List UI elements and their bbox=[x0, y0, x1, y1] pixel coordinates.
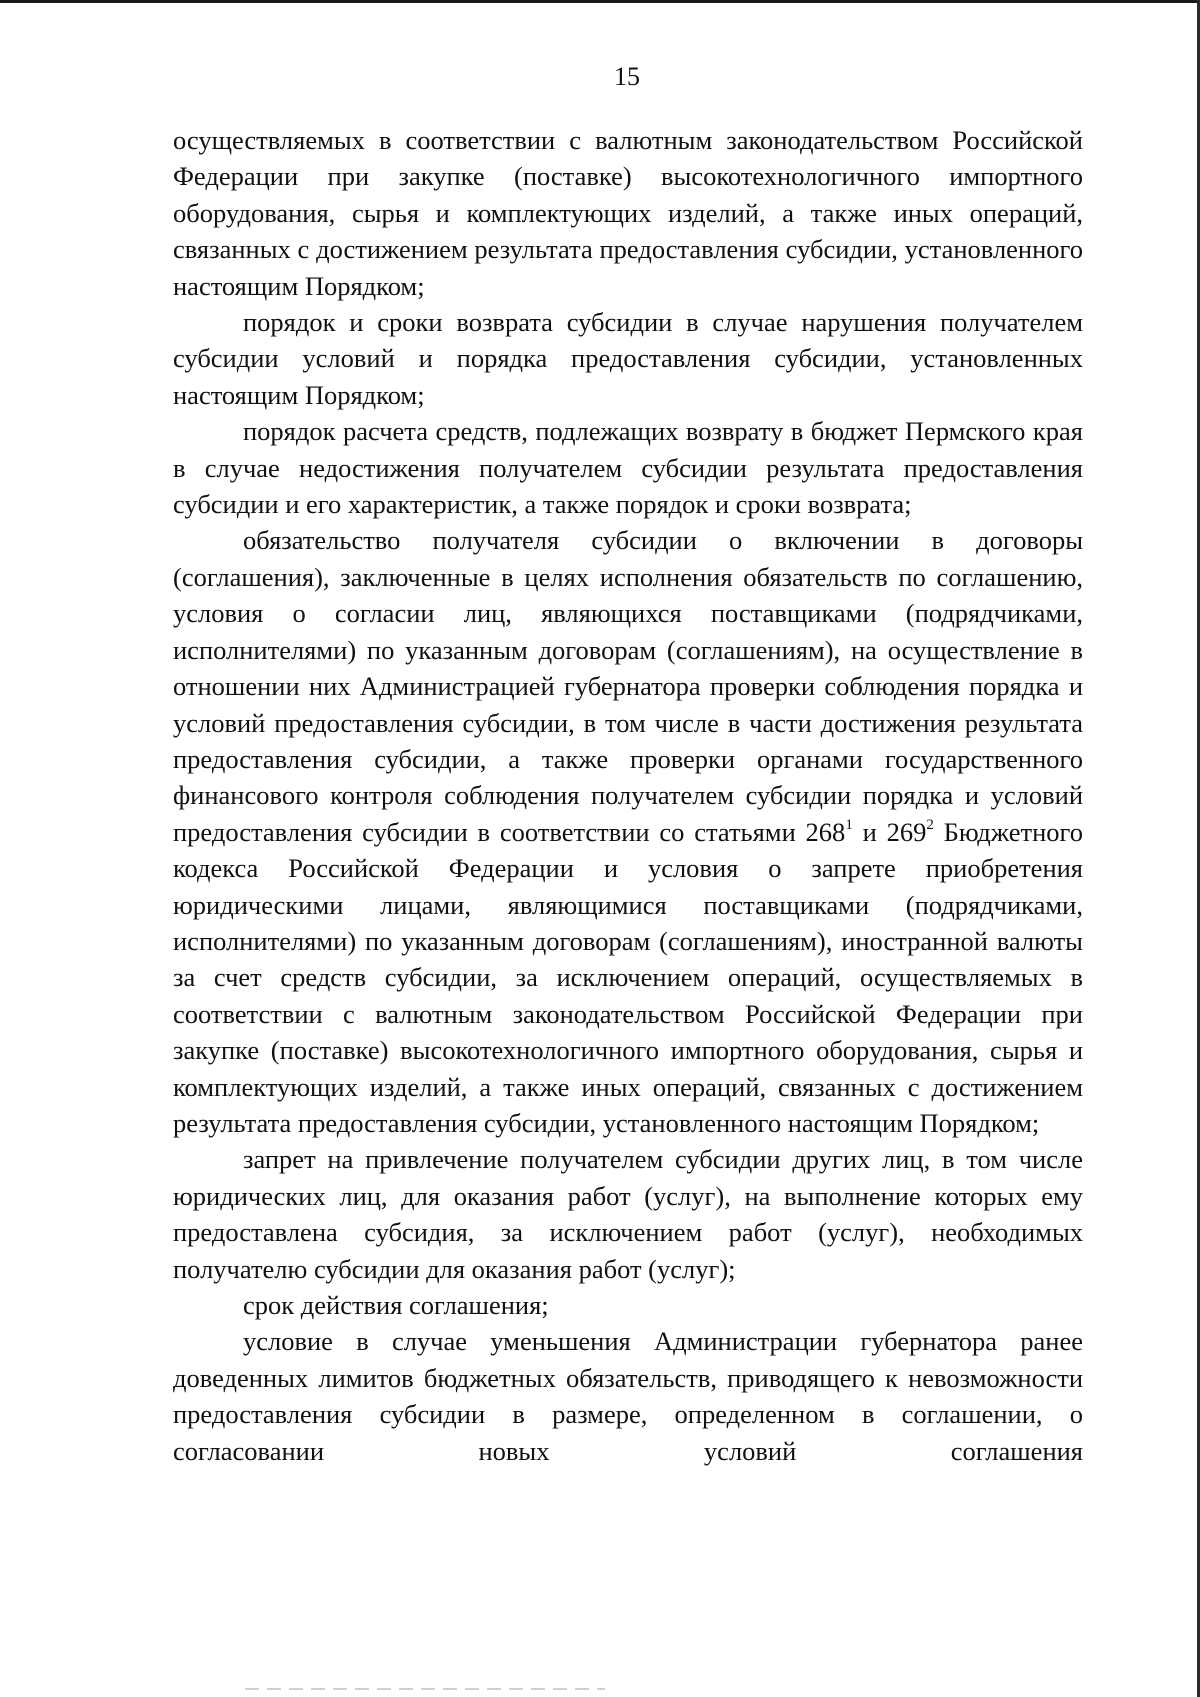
paragraph-recipient-obligation bbox=[173, 522, 1083, 1141]
paragraph-calculation-procedure: порядок расчета средств, подлежащих возврату в бюджет Пермского края в случае недостижения получателем субсидии результата предоставления субсидии и его характеристик, а также порядок и сроки возврата; bbox=[173, 416, 1083, 520]
paragraph-limits-condition: условие в случае уменьшения Администрации губернатора ранее доведенных лимитов бюджетных обязательств, приводящего к невозможности предоставления субсидии в размере, определенном в соглашении, о согласовании новых условий соглашения bbox=[173, 1326, 1083, 1466]
page-number: 15 bbox=[614, 62, 640, 91]
scan-bottom-artifact bbox=[245, 1688, 605, 1690]
paragraph-continuation: осуществляемых в соответствии с валютным законодательством Российской Федерации при закупке (поставке) высокотехнологичного импортного оборудования, сырья и комплектующих изделий, а также иных операций, связанных с достижением результата предоставления субсидии, установленного настоящим Порядком; bbox=[173, 125, 1083, 301]
article-268-superscript: 1 bbox=[845, 816, 853, 833]
scan-edge-top bbox=[0, 0, 1200, 3]
paragraph-agreement-term: срок действия соглашения; bbox=[243, 1290, 549, 1320]
obligation-text-part3: Бюджетного кодекса Российской Федерации и условия о запрете приобретения юридическими лицами, являющимися поставщиками (подрядчиками, исполнителями) по указанным договорам (соглашениям), иностранной валюты за счет средств субсидии, за исключением операций, осуществляемых в соответствии с валютным законодательством Российской Федерации при закупке (поставке) высокотехнологичного импортного оборудования, сырья и комплектующих изделий, а также иных операций, связанных с достижением результата предоставления субсидии, установленного настоящим Порядком; bbox=[173, 816, 1083, 1138]
paragraph-return-procedure: порядок и сроки возврата субсидии в случае нарушения получателем субсидии условий и порядка предоставления субсидии, установленных настоящим Порядком; bbox=[173, 307, 1083, 410]
document-body bbox=[173, 122, 1083, 1469]
paragraph-third-party-ban: запрет на привлечение получателем субсидии других лиц, в том числе юридических лиц, для оказания работ (услуг), на выполнение которых ему предоставлена субсидия, за исключением работ (услуг), необходимых получателю субсидии для оказания работ (услуг); bbox=[173, 1144, 1083, 1284]
article-269-superscript: 2 bbox=[926, 816, 934, 833]
obligation-text-part2: и 269 bbox=[852, 816, 927, 847]
obligation-text-part1: обязательство получателя субсидии о включении в договоры (соглашения), заключенные в целях исполнения обязательств по соглашению, условия о согласии лиц, являющихся поставщиками (подрядчиками, исполнителями) по указанным договорам (соглашениям), на осуществление в отношении них Администрацией губернатора проверки соблюдения порядка и условий предоставления субсидии, в том числе в части достижения результата предоставления субсидии, а также проверки органами государственного финансового контроля соблюдения получателем субсидии порядка и условий предоставления субсидии в соответствии со статьями 268 bbox=[173, 525, 1083, 847]
